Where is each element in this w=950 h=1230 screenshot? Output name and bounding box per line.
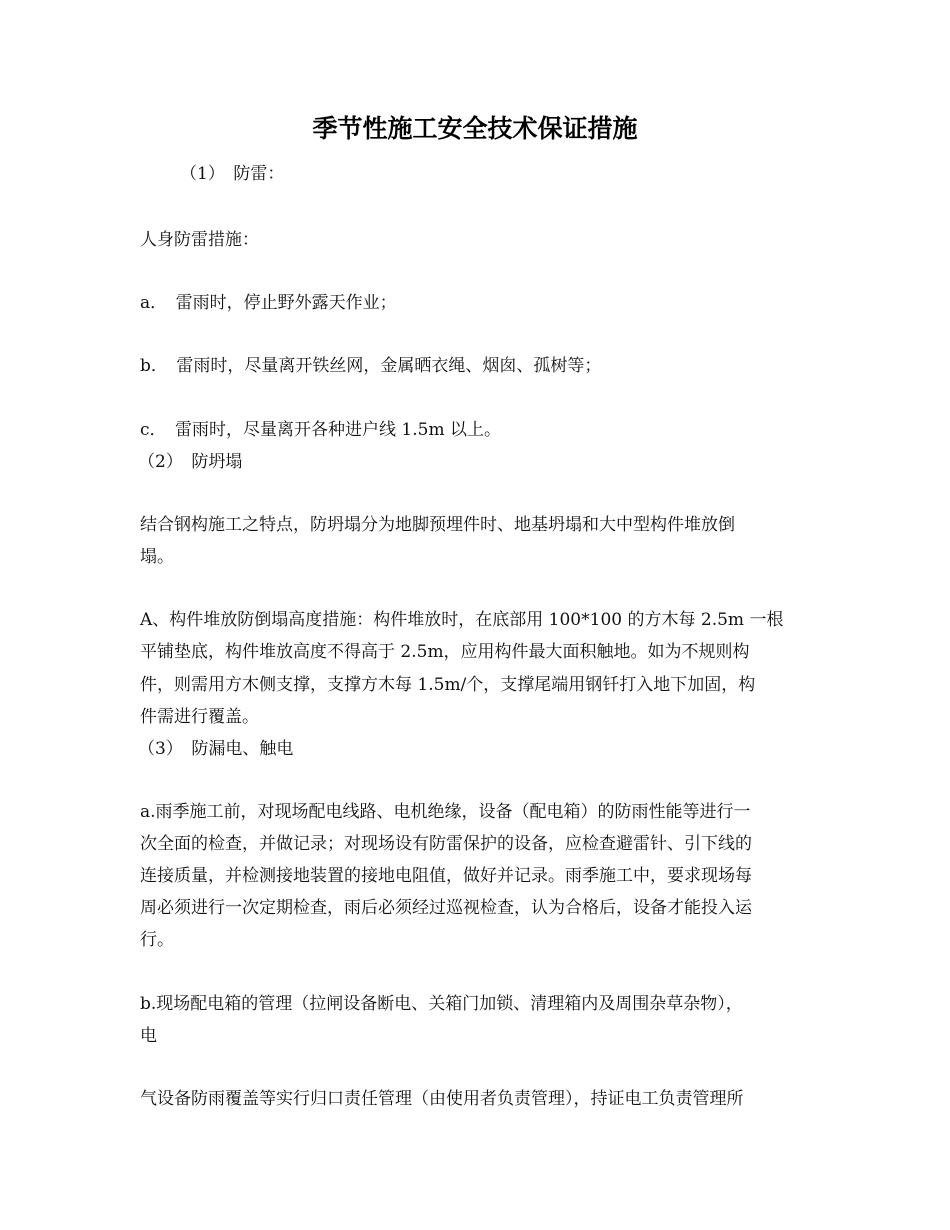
section-3-para-2-line-1: b.现场配电箱的管理（拉闸设备断电、关箱门加锁、清理箱内及周围杂草杂物），: [140, 994, 743, 1014]
section-3-para-3-line-1: 气设备防雨覆盖等实行归口责任管理（由使用者负责管理），持证电工负责管理所: [140, 1089, 744, 1109]
section-2-para-1-line-2: 塌。: [140, 547, 174, 567]
section-3-para-1-line-1: a.雨季施工前，对现场配电线路、电机绝缘，设备（配电箱）的防雨性能等进行一: [140, 802, 751, 822]
section-2-para-2-line-3: 件，则需用方木侧支撑，支撑方木每 1.5m/个，支撑尾端用钢钎打入地下加固，构: [140, 675, 756, 695]
section-2-heading: （2） 防坍塌: [138, 452, 243, 472]
section-3-para-1-line-2: 次全面的检查，并做记录；对现场设有防雷保护的设备，应检查避雷针、引下线的: [140, 834, 752, 854]
section-3-para-2-line-2: 电: [140, 1026, 157, 1046]
document-title: 季节性施工安全技术保证措施: [312, 114, 638, 143]
section-2-para-1-line-1: 结合钢构施工之特点，防坍塌分为地脚预埋件时、地基坍塌和大中型构件堆放倒: [140, 515, 735, 535]
section-3-heading: （3） 防漏电、触电: [138, 739, 294, 759]
section-1-item-c: c． 雷雨时，尽量离开各种进户线 1.5m 以上。: [140, 420, 501, 440]
section-1-subheading: 人身防雷措施：: [140, 230, 259, 250]
section-3-para-1-line-4: 周必须进行一次定期检查，雨后必须经过巡视检查，认为合格后，设备才能投入运: [140, 898, 752, 918]
section-2-para-2-line-1: A、构件堆放防倒塌高度措施：构件堆放时，在底部用 100*100 的方木每 2.5m 一根: [140, 610, 784, 630]
section-1-heading: （1） 防雷：: [180, 164, 285, 184]
section-2-para-2-line-2: 平铺垫底，构件堆放高度不得高于 2.5m，应用构件最大面积触地。如为不规则构: [140, 642, 750, 662]
section-3-para-1-line-3: 连接质量，并检测接地装置的接地电阻值，做好并记录。雨季施工中，要求现场每: [140, 866, 752, 886]
section-1-item-a: a． 雷雨时，停止野外露天作业；: [140, 293, 397, 313]
section-3-para-1-line-5: 行。: [140, 930, 174, 950]
section-2-para-2-line-4: 件需进行覆盖。: [140, 707, 259, 727]
section-1-item-b: b． 雷雨时，尽量离开铁丝网，金属晒衣绳、烟囱、孤树等；: [140, 356, 602, 376]
